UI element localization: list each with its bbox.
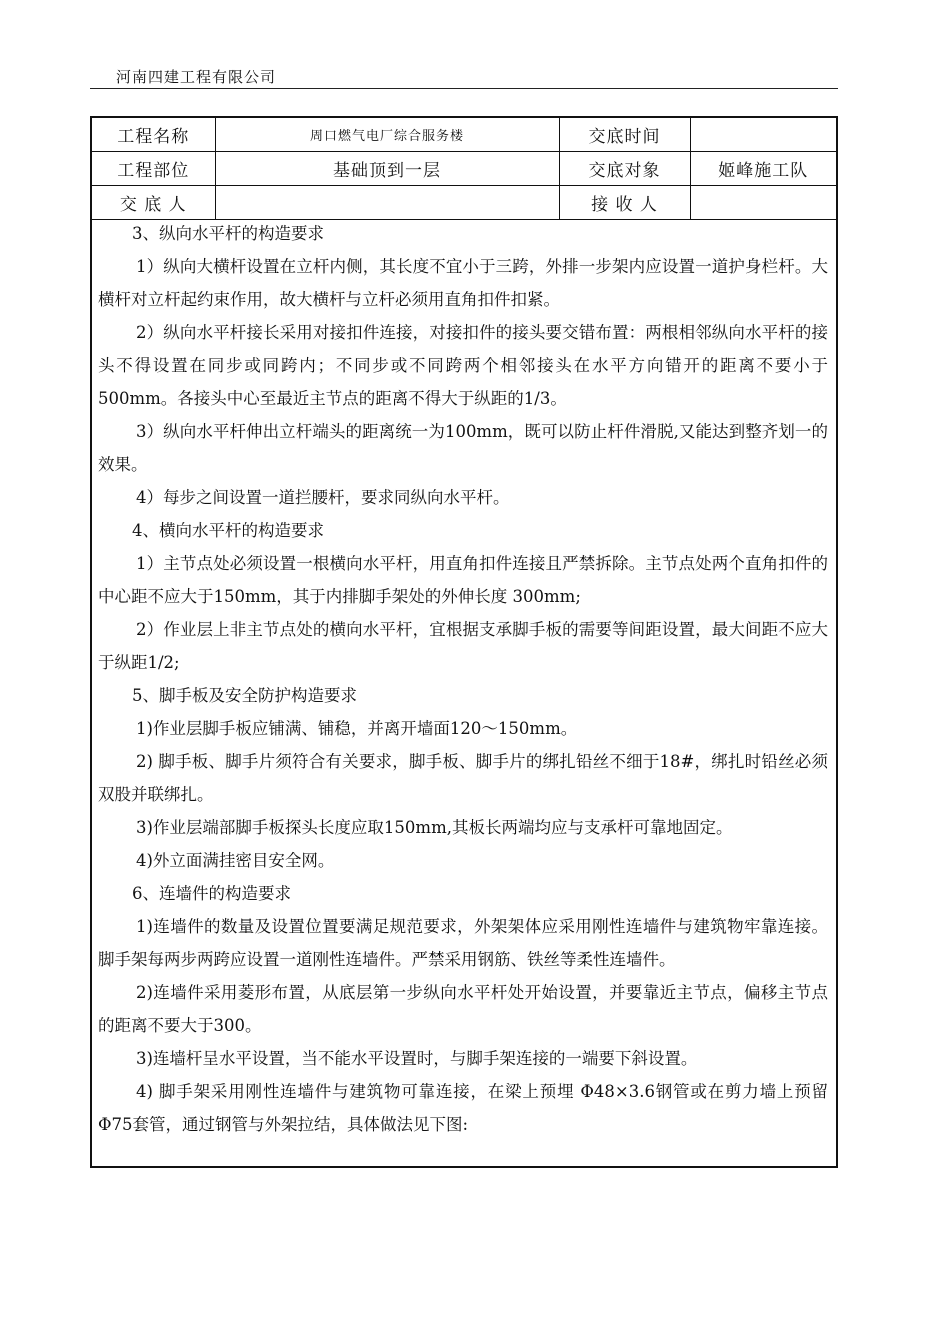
paragraph: 3)连墙杆呈水平设置，当不能水平设置时，与脚手架连接的一端要下斜设置。 [136, 1049, 698, 1068]
info-table [92, 118, 836, 220]
location-label: 工程部位 [92, 152, 215, 186]
paragraph: 2) 脚手板、脚手片须符合有关要求，脚手板、脚手片的绑扎铅丝不细于18#，绑扎时铅丝必须双股并联绑扎。 [98, 752, 828, 804]
section-heading: 5、脚手板及安全防护构造要求 [132, 686, 357, 705]
receiver-value [690, 186, 836, 220]
company-name: 河南四建工程有限公司 [116, 68, 277, 86]
section-heading: 3、纵向水平杆的构造要求 [132, 224, 324, 243]
paragraph: 1）纵向大横杆设置在立杆内侧，其长度不宜小于三跨，外排一步架内应设置一道护身栏杆。大横杆对立杆起约束作用，故大横杆与立杆必须用直角扣件扣紧。 [98, 257, 828, 309]
header-rule [90, 88, 838, 89]
giver-value [215, 186, 559, 220]
target-value: 姬峰施工队 [690, 152, 836, 186]
document-frame [90, 116, 838, 1168]
paragraph: 3）纵向水平杆伸出立杆端头的距离统一为100mm，既可以防止杆件滑脱,又能达到整齐划一的效果。 [98, 422, 828, 474]
handover-time-value [690, 118, 836, 152]
section-heading: 4、横向水平杆的构造要求 [132, 521, 324, 540]
target-label: 交底对象 [559, 152, 690, 186]
receiver-label: 接 收 人 [559, 186, 690, 220]
giver-label: 交 底 人 [92, 186, 215, 220]
content-body [92, 217, 836, 1141]
paragraph: 4) 脚手架采用刚性连墙件与建筑物可靠连接，在梁上预埋 Φ48×3.6钢管或在剪力墙上预留 Φ75套管，通过钢管与外架拉结，具体做法见下图: [98, 1082, 828, 1134]
info-row-people [92, 186, 836, 220]
paragraph: 2）纵向水平杆接长采用对接扣件连接，对接扣件的接头要交错布置：两根相邻纵向水平杆的接头不得设置在同步或同跨内；不同步或不同跨两个相邻接头在水平方向错开的距离不要小于500mm。各接头中心至最近主节点的距离不得大于纵距的1/3。 [98, 323, 828, 408]
info-row-project [92, 118, 836, 152]
project-name-value: 周口燃气电厂综合服务楼 [215, 118, 559, 152]
paragraph: 3)作业层端部脚手板探头长度应取150mm,其板长两端均应与支承杆可靠地固定。 [136, 818, 733, 837]
handover-time-label: 交底时间 [559, 118, 690, 152]
paragraph: 2）作业层上非主节点处的横向水平杆，宜根据支承脚手板的需要等间距设置，最大间距不应大于纵距1/2; [98, 620, 828, 672]
section-heading: 6、连墙件的构造要求 [132, 884, 291, 903]
paragraph: 1）主节点处必须设置一根横向水平杆，用直角扣件连接且严禁拆除。主节点处两个直角扣件的中心距不应大于150mm，其于内排脚手架处的外伸长度 300mm; [98, 554, 828, 606]
paragraph: 2)连墙件采用菱形布置，从底层第一步纵向水平杆处开始设置，并要靠近主节点，偏移主节点的距离不要大于300。 [98, 983, 828, 1035]
location-value: 基础顶到一层 [215, 152, 559, 186]
info-row-location [92, 152, 836, 186]
paragraph: 4)外立面满挂密目安全网。 [136, 851, 335, 870]
paragraph: 1)作业层脚手板应铺满、铺稳，并离开墙面120～150mm。 [136, 719, 578, 738]
paragraph: 4）每步之间设置一道拦腰杆，要求同纵向水平杆。 [136, 488, 510, 507]
paragraph: 1)连墙件的数量及设置位置要满足规范要求，外架架体应采用刚性连墙件与建筑物牢靠连接。脚手架每两步两跨应设置一道刚性连墙件。严禁采用钢筋、铁丝等柔性连墙件。 [98, 917, 828, 969]
project-name-label: 工程名称 [92, 118, 215, 152]
